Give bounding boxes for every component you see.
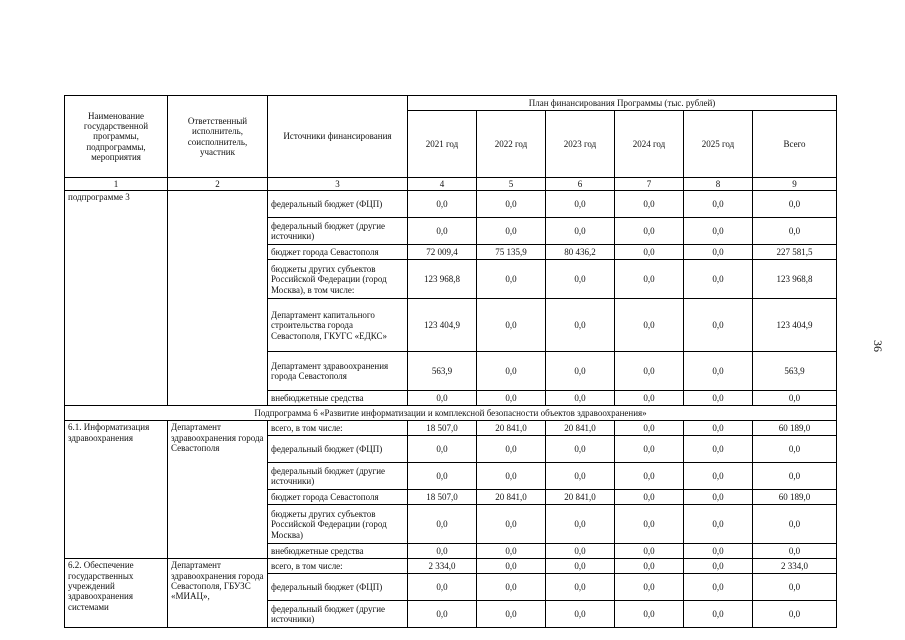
value-cell: 0,0 <box>408 191 477 218</box>
value-cell: 0,0 <box>546 218 615 245</box>
header-total: Всего <box>753 111 837 178</box>
value-cell: 0,0 <box>684 463 753 490</box>
value-cell: 0,0 <box>408 463 477 490</box>
financing-table <box>64 95 837 628</box>
value-cell: 0,0 <box>684 574 753 601</box>
value-cell: 0,0 <box>684 505 753 544</box>
subprogram-title-row <box>65 406 837 421</box>
value-cell: 0,0 <box>546 601 615 628</box>
value-cell: 0,0 <box>477 218 546 245</box>
value-cell: 0,0 <box>615 352 684 391</box>
responsible-cell: Департамент здравоохранения города Севастополя, ГБУЗС «МИАЦ», <box>168 559 268 628</box>
activity-name-cell: 6.2. Обеспечение государственных учреждений здравоохранения системами <box>65 559 168 628</box>
source-cell: внебюджетные средства <box>268 544 408 559</box>
value-cell: 60 189,0 <box>753 490 837 505</box>
source-cell: всего, в том числе: <box>268 559 408 574</box>
value-cell: 0,0 <box>753 191 837 218</box>
value-cell: 0,0 <box>615 218 684 245</box>
value-cell: 0,0 <box>615 559 684 574</box>
source-cell: федеральный бюджет (ФЦП) <box>268 574 408 601</box>
responsible-cell <box>168 191 268 406</box>
value-cell: 72 009,4 <box>408 245 477 260</box>
value-cell: 0,0 <box>753 544 837 559</box>
value-cell: 0,0 <box>546 436 615 463</box>
program-name-cell: подпрограмме 3 <box>65 191 168 406</box>
value-cell: 0,0 <box>753 505 837 544</box>
value-cell: 0,0 <box>477 352 546 391</box>
source-cell: бюджет города Севастополя <box>268 245 408 260</box>
source-cell: бюджеты других субъектов Российской Федерации (город Москва), в том числе: <box>268 260 408 299</box>
header-index-row <box>65 178 837 191</box>
value-cell: 20 841,0 <box>546 490 615 505</box>
value-cell: 0,0 <box>753 463 837 490</box>
value-cell: 0,0 <box>408 505 477 544</box>
value-cell: 0,0 <box>615 436 684 463</box>
value-cell: 0,0 <box>615 260 684 299</box>
table-row <box>65 559 837 574</box>
value-cell: 0,0 <box>408 391 477 406</box>
value-cell: 563,9 <box>753 352 837 391</box>
value-cell: 0,0 <box>753 391 837 406</box>
source-cell: внебюджетные средства <box>268 391 408 406</box>
value-cell: 2 334,0 <box>753 559 837 574</box>
header-year: 2025 год <box>684 111 753 178</box>
value-cell: 0,0 <box>408 601 477 628</box>
source-cell: федеральный бюджет (ФЦП) <box>268 436 408 463</box>
value-cell: 0,0 <box>684 218 753 245</box>
value-cell: 20 841,0 <box>477 490 546 505</box>
value-cell: 0,0 <box>684 245 753 260</box>
value-cell: 123 404,9 <box>408 299 477 352</box>
index-cell: 8 <box>684 178 753 191</box>
value-cell: 20 841,0 <box>546 421 615 436</box>
value-cell: 0,0 <box>615 574 684 601</box>
value-cell: 0,0 <box>546 391 615 406</box>
value-cell: 0,0 <box>477 299 546 352</box>
value-cell: 0,0 <box>546 559 615 574</box>
value-cell: 123 404,9 <box>753 299 837 352</box>
value-cell: 75 135,9 <box>477 245 546 260</box>
value-cell: 0,0 <box>615 421 684 436</box>
value-cell: 0,0 <box>615 505 684 544</box>
value-cell: 20 841,0 <box>477 421 546 436</box>
index-cell: 5 <box>477 178 546 191</box>
value-cell: 18 507,0 <box>408 421 477 436</box>
header-plan-title: План финансирования Программы (тыс. рублей) <box>408 96 837 111</box>
index-cell: 9 <box>753 178 837 191</box>
value-cell: 0,0 <box>408 218 477 245</box>
subprogram-title: Подпрограмма 6 «Развитие информатизации и комплексной безопасности объектов здравоохранения» <box>65 406 837 421</box>
value-cell: 0,0 <box>546 574 615 601</box>
value-cell: 0,0 <box>546 544 615 559</box>
value-cell: 0,0 <box>477 505 546 544</box>
value-cell: 0,0 <box>684 191 753 218</box>
value-cell: 563,9 <box>408 352 477 391</box>
source-cell: федеральный бюджет (ФЦП) <box>268 191 408 218</box>
table-row <box>65 191 837 218</box>
value-cell: 0,0 <box>684 559 753 574</box>
value-cell: 0,0 <box>477 436 546 463</box>
value-cell: 0,0 <box>477 601 546 628</box>
value-cell: 0,0 <box>684 436 753 463</box>
index-cell: 4 <box>408 178 477 191</box>
header-sources: Источники финансирования <box>268 96 408 178</box>
value-cell: 0,0 <box>615 191 684 218</box>
header-year: 2024 год <box>615 111 684 178</box>
value-cell: 0,0 <box>477 544 546 559</box>
value-cell: 123 968,8 <box>408 260 477 299</box>
value-cell: 0,0 <box>684 391 753 406</box>
value-cell: 0,0 <box>408 436 477 463</box>
value-cell: 2 334,0 <box>408 559 477 574</box>
value-cell: 0,0 <box>408 544 477 559</box>
value-cell: 0,0 <box>753 436 837 463</box>
index-cell: 7 <box>615 178 684 191</box>
header-name: Наименование государственной программы, подпрограммы, мероприятия <box>65 96 168 178</box>
source-cell: Департамент здравоохранения города Севастополя <box>268 352 408 391</box>
header-row <box>65 96 837 111</box>
value-cell: 0,0 <box>477 260 546 299</box>
value-cell: 0,0 <box>477 574 546 601</box>
value-cell: 0,0 <box>615 299 684 352</box>
source-cell: бюджеты других субъектов Российской Федерации (город Москва) <box>268 505 408 544</box>
value-cell: 18 507,0 <box>408 490 477 505</box>
source-cell: бюджет города Севастополя <box>268 490 408 505</box>
page-number: 36 <box>871 340 885 352</box>
source-cell: федеральный бюджет (другие источники) <box>268 463 408 490</box>
index-cell: 2 <box>168 178 268 191</box>
value-cell: 0,0 <box>477 391 546 406</box>
value-cell: 0,0 <box>546 352 615 391</box>
value-cell: 60 189,0 <box>753 421 837 436</box>
value-cell: 0,0 <box>615 544 684 559</box>
value-cell: 0,0 <box>546 260 615 299</box>
value-cell: 0,0 <box>615 245 684 260</box>
value-cell: 0,0 <box>684 260 753 299</box>
value-cell: 0,0 <box>615 463 684 490</box>
value-cell: 227 581,5 <box>753 245 837 260</box>
value-cell: 0,0 <box>753 601 837 628</box>
value-cell: 0,0 <box>546 191 615 218</box>
value-cell: 0,0 <box>477 191 546 218</box>
index-cell: 1 <box>65 178 168 191</box>
value-cell: 123 968,8 <box>753 260 837 299</box>
value-cell: 80 436,2 <box>546 245 615 260</box>
responsible-cell: Департамент здравоохранения города Севастополя <box>168 421 268 559</box>
value-cell: 0,0 <box>615 601 684 628</box>
value-cell: 0,0 <box>684 352 753 391</box>
value-cell: 0,0 <box>546 299 615 352</box>
value-cell: 0,0 <box>615 490 684 505</box>
activity-name-cell: 6.1. Информатизация здравоохранения <box>65 421 168 559</box>
value-cell: 0,0 <box>546 505 615 544</box>
value-cell: 0,0 <box>408 574 477 601</box>
value-cell: 0,0 <box>477 463 546 490</box>
value-cell: 0,0 <box>684 544 753 559</box>
value-cell: 0,0 <box>684 421 753 436</box>
source-cell: федеральный бюджет (другие источники) <box>268 601 408 628</box>
value-cell: 0,0 <box>753 218 837 245</box>
index-cell: 3 <box>268 178 408 191</box>
header-year: 2021 год <box>408 111 477 178</box>
table-row <box>65 421 837 436</box>
source-cell: всего, в том числе: <box>268 421 408 436</box>
value-cell: 0,0 <box>684 601 753 628</box>
header-responsible: Ответственный исполнитель, соисполнитель, участник <box>168 96 268 178</box>
source-cell: Департамент капитального строительства города Севастополя, ГКУГС «ЕДКС» <box>268 299 408 352</box>
value-cell: 0,0 <box>684 299 753 352</box>
value-cell: 0,0 <box>684 490 753 505</box>
value-cell: 0,0 <box>615 391 684 406</box>
header-year: 2023 год <box>546 111 615 178</box>
header-year: 2022 год <box>477 111 546 178</box>
value-cell: 0,0 <box>753 574 837 601</box>
value-cell: 0,0 <box>546 463 615 490</box>
value-cell: 0,0 <box>477 559 546 574</box>
index-cell: 6 <box>546 178 615 191</box>
source-cell: федеральный бюджет (другие источники) <box>268 218 408 245</box>
